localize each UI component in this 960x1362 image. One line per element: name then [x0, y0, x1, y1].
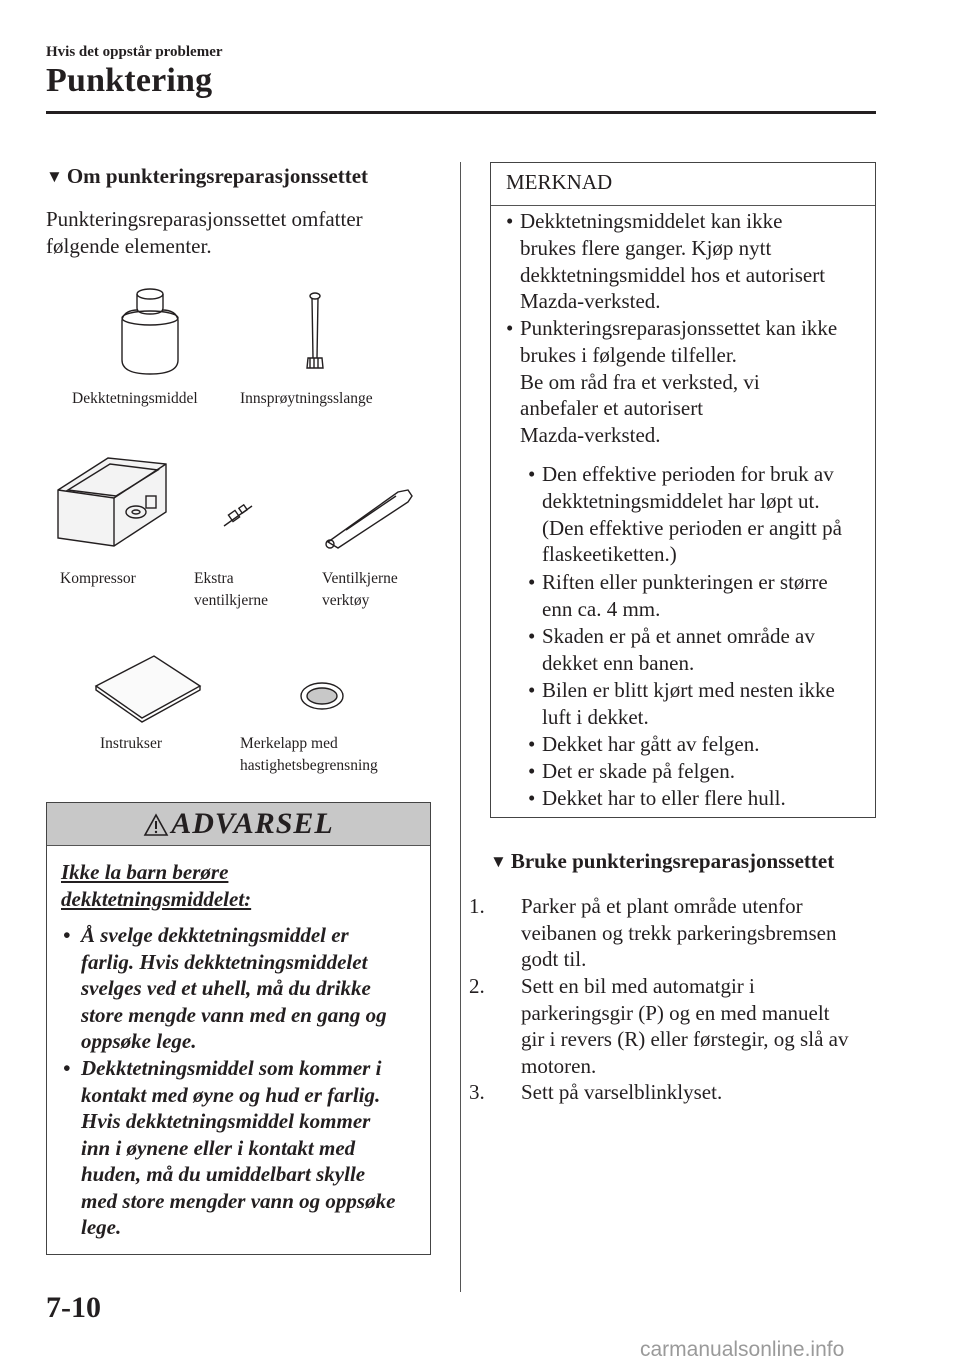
- compressor-icon: [58, 458, 166, 546]
- chapter-kicker: Hvis det oppstår problemer: [46, 44, 223, 60]
- caption-sealant: Dekktetningsmiddel: [72, 390, 198, 407]
- step-item: 1. Parker på et plant område utenfor veibanen og trekk parkeringsbremsen godt til.: [469, 894, 837, 971]
- kit-illustrations: [46, 280, 431, 800]
- caption-hose: Innsprøytningsslange: [240, 390, 373, 407]
- intro-text: Punkteringsreparasjonssettet omfatter følgende elementer.: [46, 207, 363, 258]
- warning-header: ADVARSEL: [47, 803, 430, 846]
- instructions-icon: [96, 656, 200, 722]
- note-bullet: • Dekktetningsmiddelet kan ikke brukes flere ganger. Kjøp nytt dekktetningsmiddel hos et autorisert Mazda-verksted.: [506, 209, 826, 314]
- valve-core-icon: [224, 505, 252, 526]
- speed-label-icon: [301, 683, 343, 709]
- column-divider: [460, 162, 461, 1292]
- header-rule: [46, 111, 876, 114]
- note-sub-bullet: • Den effektive perioden for bruk av dekktetningsmiddelet har løpt ut. (Den effektive perioden er angitt på flaskeetiketten.): [528, 462, 842, 567]
- caption-speed-label: Merkelapp med hastighetsbegrensning: [240, 735, 378, 774]
- note-header: MERKNAD: [491, 163, 875, 206]
- note-sub-bullet: • Det er skade på felgen.: [528, 759, 735, 783]
- step-item: 3. Sett på varselblinklyset.: [469, 1080, 723, 1104]
- caption-instructions: Instrukser: [100, 735, 162, 752]
- note-sub-bullet: • Bilen er blitt kjørt med nesten ikke luft i dekket.: [528, 678, 835, 729]
- caption-valve-tool: Ventilkjerne verktøy: [322, 570, 398, 609]
- note-sub-bullet: • Dekket har to eller flere hull.: [528, 786, 786, 810]
- note-box: [490, 162, 876, 818]
- watermark: carmanualsonline.info: [640, 1338, 845, 1361]
- valve-core-tool-icon: [326, 490, 412, 548]
- note-sub-bullet: • Skaden er på et annet område av dekket enn banen.: [528, 624, 815, 675]
- triangle-marker-icon: ▼: [490, 852, 507, 871]
- section-title-kit: ▼ Om punkteringsreparasjonssettet: [46, 164, 369, 188]
- warning-bullet: • Dekktetningsmiddel som kommer i kontakt med øyne og hud er farlig. Hvis dekktetningsmiddel kommer inn i øynene eller i kontakt med huden, må du umiddelbart skylle med store mengder vann og oppsøke lege.: [63, 1056, 396, 1239]
- caption-valve-core: Ekstra ventilkjerne: [194, 570, 269, 609]
- page-title: Punktering: [46, 62, 213, 99]
- warning-box: [46, 802, 431, 1255]
- injection-hose-icon: [307, 293, 323, 368]
- warning-subtitle: Ikke la barn berøre dekktetningsmiddelet:: [61, 860, 252, 911]
- page-number: 7-10: [46, 1291, 101, 1324]
- triangle-marker-icon: ▼: [46, 167, 63, 186]
- caption-compressor: Kompressor: [60, 570, 136, 587]
- note-sub-bullet: • Riften eller punkteringen er større enn ca. 4 mm.: [528, 570, 828, 621]
- warning-triangle-icon: [143, 813, 169, 837]
- section-title-usage: ▼ Bruke punkteringsreparasjonssettet: [490, 849, 835, 873]
- step-item: 2. Sett en bil med automatgir i parkeringsgir (P) og en med manuelt gir i revers (R) eller førstegir, og slå av motoren.: [469, 974, 849, 1078]
- note-sub-bullet: • Dekket har gått av felgen.: [528, 732, 760, 756]
- sealant-bottle-icon: [122, 289, 178, 374]
- warning-bullet: • Å svelge dekktetningsmiddel er farlig. Hvis dekktetningsmiddelet svelges ved et uhell, må du drikke store mengde vann med en gang og oppsøke lege.: [63, 923, 387, 1053]
- note-bullet: • Punkteringsreparasjonssettet kan ikke brukes i følgende tilfeller. Be om råd fra et verksted, vi anbefaler et autorisert Mazda-verksted.: [506, 316, 838, 448]
